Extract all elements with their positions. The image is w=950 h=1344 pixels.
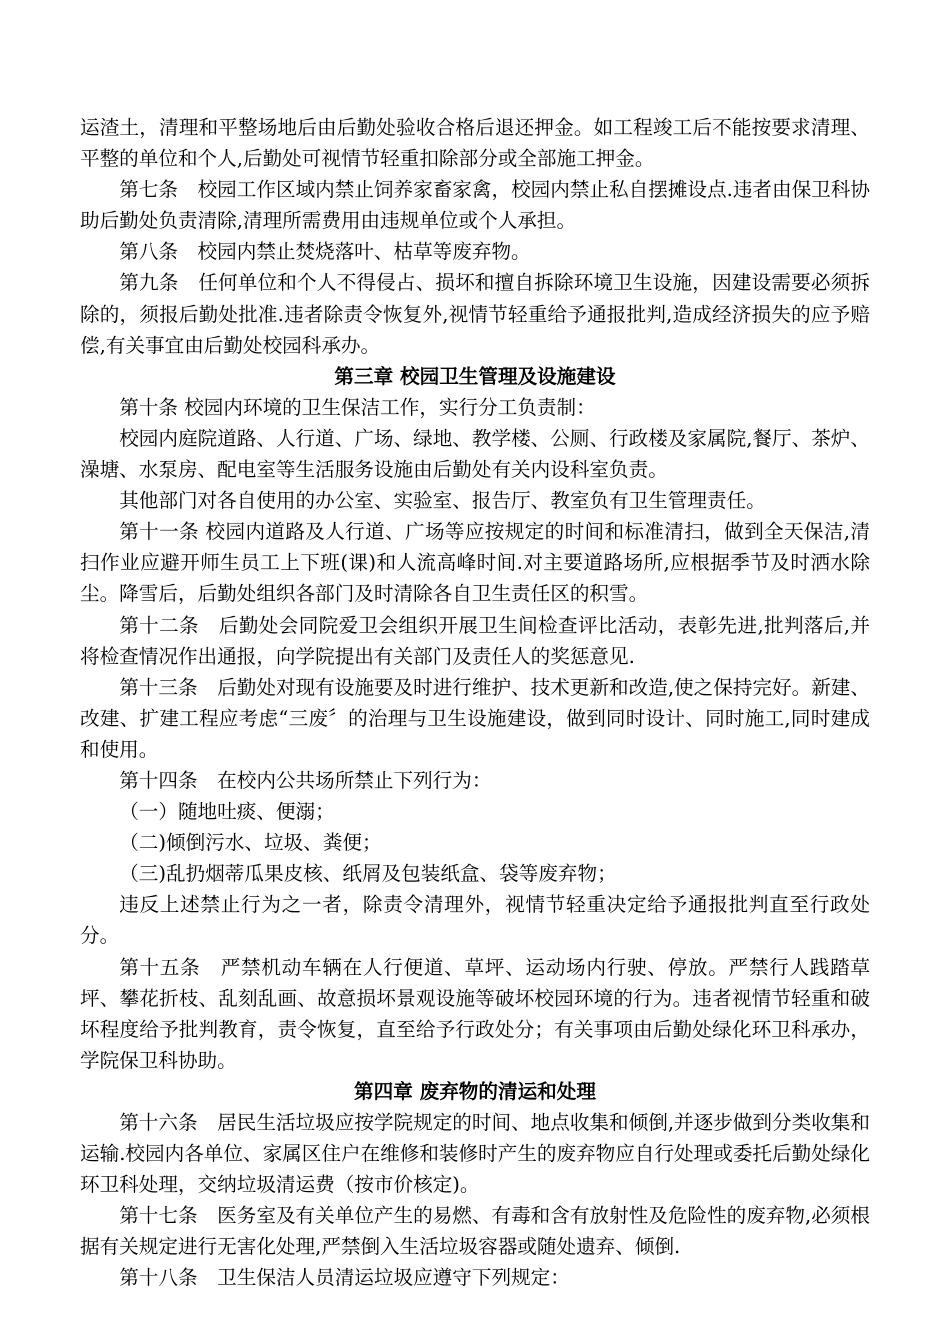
- article-17: 第十七条 医务室及有关单位产生的易燃、有毒和含有放射性及危险性的废弃物,必须根据有关规定进行无害化处理,严禁倒入生活垃圾容器或随处遗弃、倾倒.: [80, 1204, 870, 1259]
- document-body: [80, 112, 870, 1294]
- article-12: 第十二条 后勤处会同院爱卫会组织开展卫生间检查评比活动，表彰先进,批判落后,并将检查情况作出通报，向学院提出有关部门及责任人的奖惩意见.: [80, 613, 870, 668]
- article-14: 第十四条 在校内公共场所禁止下列行为：: [119, 768, 492, 792]
- chapter-4-heading: 第四章 废弃物的清运和处理: [354, 1079, 596, 1103]
- article-10: 第十条 校园内环境的卫生保洁工作，实行分工负责制：: [119, 395, 596, 419]
- article-18: 第十八条 卫生保洁人员清运垃圾应遵守下列规定：: [119, 1266, 570, 1290]
- article-9: 第九条 任何单位和个人不得侵占、损坏和擅自拆除环境卫生设施，因建设需要必须拆除的，须报后勤处批准.违者除责令恢复外,视情节轻重给予通报批判,造成经济损失的应予赔偿,有关事宜由后勤处校园科承办。: [80, 271, 870, 357]
- article-16: 第十六条 居民生活垃圾应按学院规定的时间、地点收集和倾倒,并逐步做到分类收集和运输.校园内各单位、家属区住户在维修和装修时产生的废弃物应自行处理或委托后勤处绿化环卫科处理，交纳垃圾清运费（按市价核定)。: [80, 1111, 870, 1197]
- article-10-clause-2: 其他部门对各自使用的办公室、实验室、报告厅、教室负有卫生管理责任。: [119, 489, 766, 513]
- article-14-penalty: 违反上述禁止行为之一者，除责令清理外，视情节轻重决定给予通报批判直至行政处分。: [80, 893, 870, 948]
- chapter-3-heading: 第三章 校园卫生管理及设施建设: [334, 364, 616, 388]
- article-14-item-3: （三)乱扔烟蒂瓜果皮核、纸屑及包装纸盒、袋等废弃物；: [119, 862, 617, 886]
- article-13: 第十三条 后勤处对现有设施要及时进行维护、技术更新和改造,使之保持完好。新建、改建、扩建工程应考虑“三废〞的治理与卫生设施建设，做到同时设计、同时施工,同时建成和使用。: [80, 675, 870, 761]
- article-7: 第七条 校园工作区域内禁止饲养家畜家禽，校园内禁止私自摆摊设点.违者由保卫科协助后勤处负责清除,清理所需费用由违规单位或个人承担。: [80, 178, 870, 233]
- article-14-item-2: （二)倾倒污水、垃圾、粪便；: [119, 831, 382, 855]
- article-15: 第十五条 严禁机动车辆在人行便道、草坪、运动场内行驶、停放。严禁行人践踏草坪、攀花折枝、乱刻乱画、故意损坏景观设施等破坏校园环境的行为。违者视情节轻重和破坏程度给予批判教育，责令恢复，直至给予行政处分；有关事项由后勤处绿化环卫科承办，学院保卫科协助。: [80, 955, 870, 1072]
- article-10-clause-1: 校园内庭院道路、人行道、广场、绿地、教学楼、公厕、行政楼及家属院,餐厅、茶炉、澡塘、水泵房、配电室等生活服务设施由后勤处有关内设科室负责。: [80, 426, 870, 482]
- article-14-item-1: （一）随地吐痰、便溺；: [119, 800, 335, 824]
- article-8: 第八条 校园内禁止焚烧落叶、枯草等废弃物。: [119, 240, 531, 264]
- article-11: 第十一条 校园内道路及人行道、广场等应按规定的时间和标准清扫，做到全天保洁,清扫作业应避开师生员工上下班(课)和人流高峰时间.对主要道路场所,应根据季节及时洒水除尘。降雪后，后勤处组织各部门及时清除各自卫生责任区的积雪。: [80, 520, 870, 606]
- paragraph-continuation: 运渣土，清理和平整场地后由后勤处验收合格后退还押金。如工程竣工后不能按要求清理、平整的单位和个人,后勤处可视情节轻重扣除部分或全部施工押金。: [80, 116, 870, 171]
